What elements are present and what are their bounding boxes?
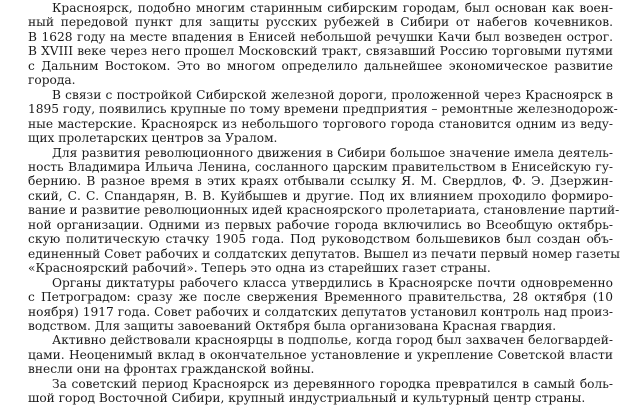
paragraph-civil-war	[4, 333, 613, 376]
text-line: города.	[28, 73, 76, 88]
text-line: вание и развитие революционных идей красноярского пролетариата, становление партий-	[28, 203, 620, 218]
text-line: В связи с постройкой Сибирской железной дороги, проложенной через Красноярск в	[52, 87, 613, 102]
text-line: с Петроградом: сразу же после свержения Временного правительства, 28 октября (10	[28, 290, 613, 305]
paragraph-founding	[4, 1, 613, 88]
text-line: ный передовой пункт для защиты русских рубежей в Сибири от набегов кочевников.	[28, 15, 613, 30]
text-line: внесли они на фронтах гражданской войны.	[28, 362, 315, 377]
text-line: Активно действовали красноярцы в подполье, когда город был захвачен белогвардей-	[52, 333, 613, 348]
text-line: Для развития революционного движения в Сибири большое значение имела деятель-	[52, 145, 613, 160]
text-line: Красноярск, подобно многим старинным сибирским городам, был основан как воен-	[52, 1, 613, 15]
text-line: «Красноярский рабочий». Теперь это одна из старейших газет страны.	[28, 261, 491, 276]
paragraph-soviet-period	[4, 377, 613, 406]
text-line: ноября) 1917 года. Совет рабочих и солдатских депутатов установил контроль над произ-	[28, 304, 613, 319]
text-line: ной организации. Одними из первых рабочие города включились во Всеобщую октябрь-	[28, 217, 613, 232]
text-line: щих пролетарских центров за Уралом.	[28, 131, 278, 146]
text-line: бернию. В разное время в этих краях отбывали ссылку Я. М. Свердлов, Ф. Э. Дзержин-	[28, 174, 613, 189]
text-line: цами. Неоценимый вклад в окончательное установление и укрепление Советской власти	[28, 347, 613, 362]
text-line: 1895 году, появились крупные по тому времени предприятия – ремонтные железнодорож-	[28, 102, 618, 117]
text-line: В 1628 году на месте впадения в Енисей небольшой речушки Качи был возведен острог.	[28, 29, 613, 44]
text-line: единенный Совет рабочих и солдатских депутатов. Вышел из печати первый номер газеты	[28, 246, 620, 261]
paragraph-railway	[4, 87, 618, 146]
text-line: ные мастерские. Красноярск из небольшого торгового города становится одним из веду-	[28, 116, 613, 131]
text-line: За советский период Красноярск из деревянного городка превратился в самый боль-	[52, 376, 613, 391]
text-line: шой город Восточной Сибири, крупный индустриальный и культурный центр страны.	[28, 391, 586, 406]
text-line: ность Владимира Ильича Ленина, сосланного царским правительством в Енисейскую гу-	[28, 159, 613, 174]
text-line: В XVIII веке через него прошел Московский тракт, связавший Россию торговыми путями	[28, 44, 613, 59]
text-line: скую политическую стачку 1905 года. Под руководством большевиков был создан объ-	[28, 232, 613, 247]
text-line: с Дальним Востоком. Это во многом определило дальнейшее экономическое развитие	[28, 58, 613, 73]
text-line: Органы диктатуры рабочего класса утвердились в Красноярске почти одновременно	[52, 275, 613, 290]
paragraph-soviet-power	[4, 276, 613, 334]
text-line: ский, С. С. Спандарян, В. В. Куйбышев и другие. Под их влиянием проходило формиро-	[28, 188, 613, 203]
paragraph-revolution	[4, 145, 620, 276]
text-line: водством. Для защиты завоеваний Октября была организована Красная гвардия.	[28, 318, 557, 333]
